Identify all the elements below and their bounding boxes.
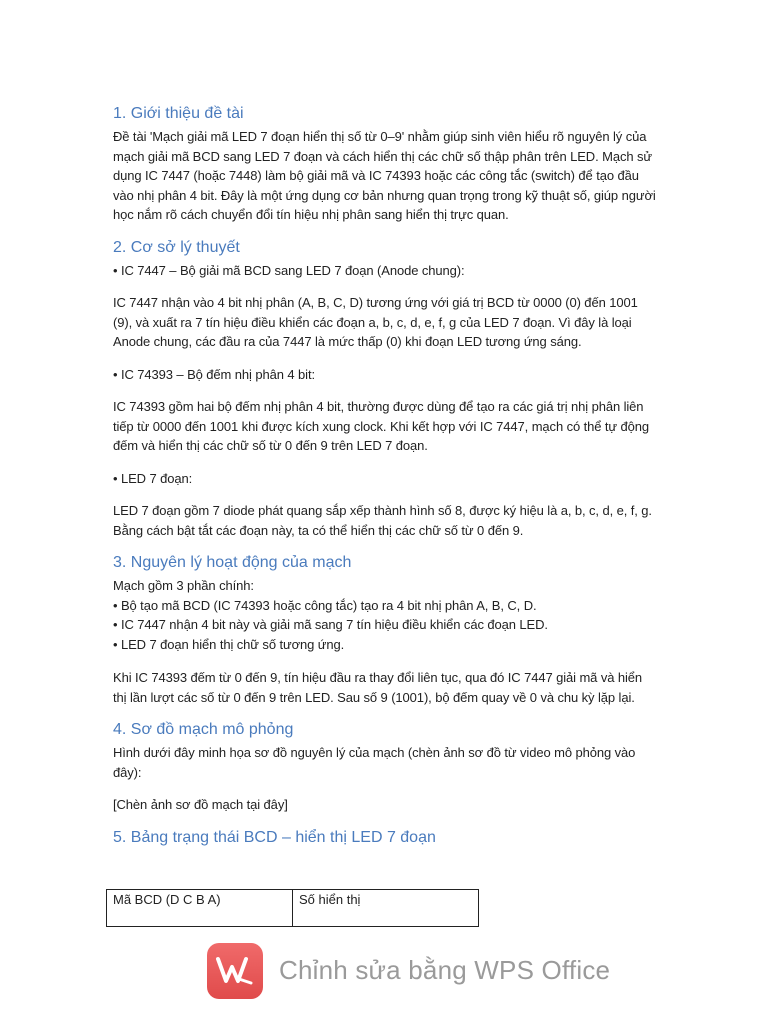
section-2-led-desc: LED 7 đoạn gồm 7 diode phát quang sắp xếp thành hình số 8, được ký hiệu là a, b, c, d, e, f, g. Bằng cách bật tắt các đoạn này, ta có thể hiển thị các chữ số từ 0 đến 9. (113, 503, 652, 538)
section-3-intro: Mạch gồm 3 phần chính: (113, 578, 254, 593)
section-1-body: Đề tài 'Mạch giải mã LED 7 đoạn hiển thị số từ 0–9' nhằm giúp sinh viên hiểu rõ nguyên lý của mạch giải mã BCD sang LED 7 đoạn và cách hiển thị các chữ số thập phân trên LED. Mạch sử dụng IC 7447 (hoặc 7448) làm bộ giải mã và IC 74393 hoặc các công tắc (switch) để tạo đầu vào nhị phân 4 bit. Đây là một ứng dụng cơ bản nhưng quan trọng trong kỹ thuật số, giúp người học nắm rõ cách chuyển đổi tín hiệu nhị phân sang hiển thị trực quan. (113, 129, 656, 222)
section-3-bullet-1: • Bộ tạo mã BCD (IC 74393 hoặc công tắc) tạo ra 4 bit nhị phân A, B, C, D. (113, 597, 537, 613)
section-2-bullet-74393: • IC 74393 – Bộ đếm nhị phân 4 bit: (113, 366, 315, 382)
document-page (113, 103, 658, 851)
section-2-heading: 2. Cơ sở lý thuyết (113, 238, 240, 256)
section-5-heading: 5. Bảng trạng thái BCD – hiển thị LED 7 đoạn (113, 828, 436, 846)
table-header-row (107, 890, 479, 927)
section-2-bullet-led: • LED 7 đoạn: (113, 470, 193, 486)
section-3-bullet-3: • LED 7 đoạn hiển thị chữ số tương ứng. (113, 636, 345, 652)
bcd-table (106, 889, 479, 927)
section-4-placeholder: [Chèn ảnh sơ đồ mạch tại đây] (113, 797, 288, 812)
section-4-heading: 4. Sơ đồ mạch mô phỏng (113, 721, 294, 738)
section-2-bullet-7447: • IC 7447 – Bộ giải mã BCD sang LED 7 đoạn (Anode chung): (113, 262, 465, 278)
wps-watermark-text[interactable]: Chỉnh sửa bằng WPS Office (279, 955, 611, 985)
section-1-heading: 1. Giới thiệu đề tài (113, 105, 244, 122)
section-3-heading: 3. Nguyên lý hoạt động của mạch (113, 554, 352, 571)
section-2-74393-desc: IC 74393 gồm hai bộ đếm nhị phân 4 bit, thường được dùng để tạo ra các giá trị nhị phân liên tiếp từ 0000 đến 1001 khi được kích xung clock. Khi kết hợp với IC 7447, mạch có thể tự động đếm và hiển thị các chữ số từ 0 đến 9 trên LED 7 đoạn. (113, 399, 650, 453)
section-2-7447-desc: IC 7447 nhận vào 4 bit nhị phân (A, B, C, D) tương ứng với giá trị BCD từ 0000 (0) đến 1001 (9), và xuất ra 7 tín hiệu điều khiển các đoạn a, b, c, d, e, f, g của LED 7 đoạn. Vì đây là loại Anode chung, các đầu ra của 7447 là mức thấp (0) khi đoạn LED tương ứng sáng. (113, 295, 638, 349)
section-3-operation: Khi IC 74393 đếm từ 0 đến 9, tín hiệu đầu ra thay đổi liên tục, qua đó IC 7447 giải mã và hiển thị lần lượt các số từ 0 đến 9 trên LED. Sau số 9 (1001), bộ đếm quay về 0 và chu kỳ lặp lại. (113, 670, 643, 705)
table-header-digit: Số hiển thị (293, 890, 479, 927)
section-4-desc: Hình dưới đây minh họa sơ đồ nguyên lý của mạch (chèn ảnh sơ đồ từ video mô phỏng vào đây): (113, 745, 636, 780)
section-3-bullet-2: • IC 7447 nhận 4 bit này và giải mã sang 7 tín hiệu điều khiển các đoạn LED. (113, 617, 548, 632)
table-header-bcd: Mã BCD (D C B A) (107, 890, 293, 927)
wps-logo-icon[interactable] (207, 943, 263, 999)
